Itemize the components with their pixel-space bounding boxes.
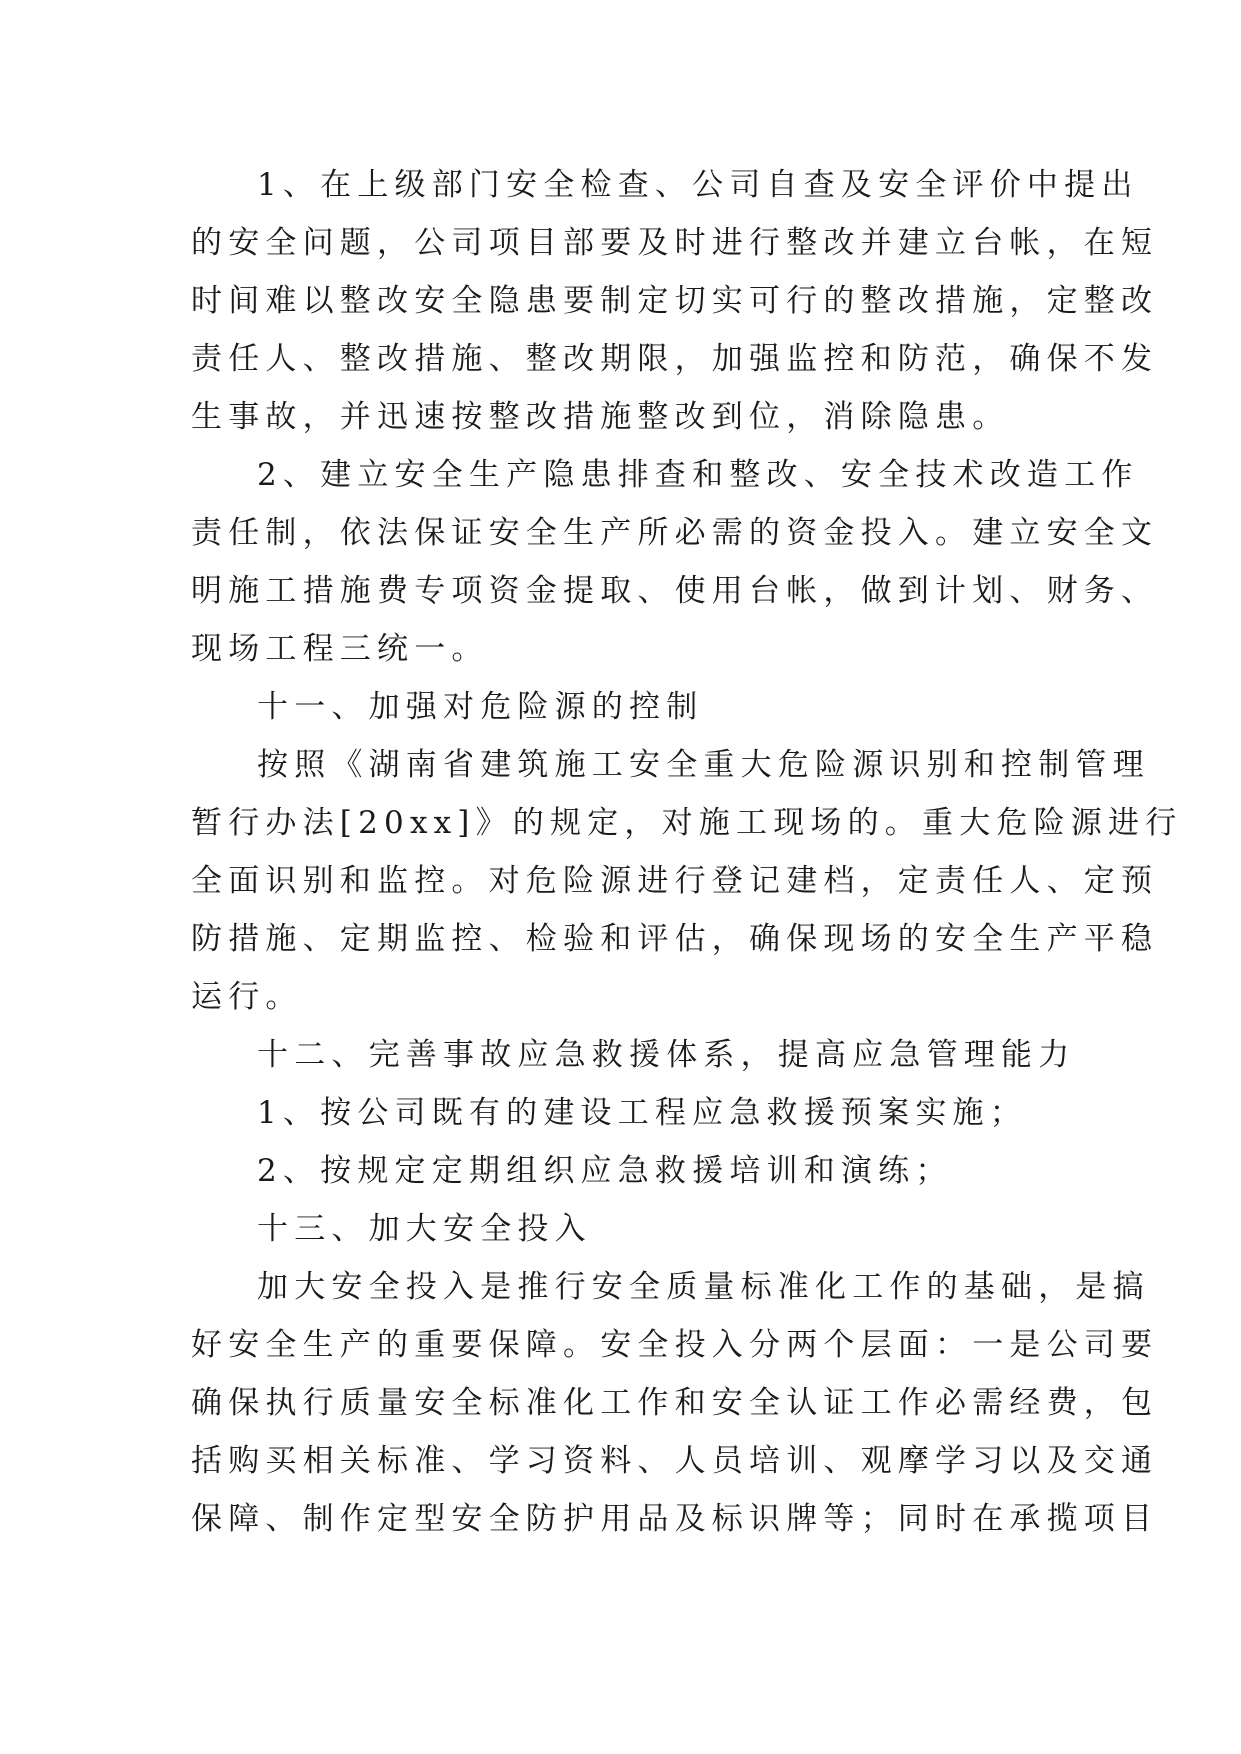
paragraph-line: 暂行办法[20xx]》的规定，对施工现场的。重大危险源进行 bbox=[191, 805, 1183, 841]
paragraph-line: 加大安全投入是推行安全质量标准化工作的基础，是搞 bbox=[257, 1269, 1150, 1305]
section-heading: 十二、完善事故应急救援体系，提高应急管理能力 bbox=[257, 1037, 1076, 1073]
paragraph-line: 好安全生产的重要保障。安全投入分两个层面：一是公司要 bbox=[191, 1327, 1159, 1363]
paragraph-line: 全面识别和监控。对危险源进行登记建档，定责任人、定预 bbox=[191, 863, 1159, 899]
paragraph-line: 防措施、定期监控、检验和评估，确保现场的安全生产平稳 bbox=[191, 921, 1159, 957]
paragraph-line: 时间难以整改安全隐患要制定切实可行的整改措施，定整改 bbox=[191, 283, 1159, 319]
paragraph-line: 保障、制作定型安全防护用品及标识牌等；同时在承揽项目 bbox=[191, 1501, 1159, 1537]
paragraph-line: 运行。 bbox=[191, 979, 303, 1015]
paragraph-line: 2、按规定定期组织应急救援培训和演练； bbox=[257, 1153, 953, 1189]
paragraph-line: 确保执行质量安全标准化工作和安全认证工作必需经费，包 bbox=[191, 1385, 1159, 1421]
section-heading: 十一、加强对危险源的控制 bbox=[257, 689, 704, 725]
document-page bbox=[191, 156, 1183, 1548]
paragraph-line: 2、建立安全生产隐患排查和整改、安全技术改造工作 bbox=[257, 457, 1139, 493]
paragraph-line: 明施工措施费专项资金提取、使用台帐，做到计划、财务、 bbox=[191, 573, 1159, 609]
paragraph-line: 的安全问题，公司项目部要及时进行整改并建立台帐，在短 bbox=[191, 225, 1159, 261]
paragraph-line: 现场工程三统一。 bbox=[191, 631, 489, 667]
paragraph-line: 生事故，并迅速按整改措施整改到位，消除隐患。 bbox=[191, 399, 1010, 435]
paragraph-line: 1、按公司既有的建设工程应急救援预案实施； bbox=[257, 1095, 1027, 1131]
paragraph-line: 责任人、整改措施、整改期限，加强监控和防范，确保不发 bbox=[191, 341, 1159, 377]
paragraph-line: 责任制，依法保证安全生产所必需的资金投入。建立安全文 bbox=[191, 515, 1159, 551]
section-heading: 十三、加大安全投入 bbox=[257, 1211, 592, 1247]
paragraph-line: 1、在上级部门安全检查、公司自查及安全评价中提出 bbox=[257, 167, 1139, 203]
paragraph-line: 按照《湖南省建筑施工安全重大危险源识别和控制管理 bbox=[257, 747, 1150, 783]
paragraph-line: 括购买相关标准、学习资料、人员培训、观摩学习以及交通 bbox=[191, 1443, 1159, 1479]
